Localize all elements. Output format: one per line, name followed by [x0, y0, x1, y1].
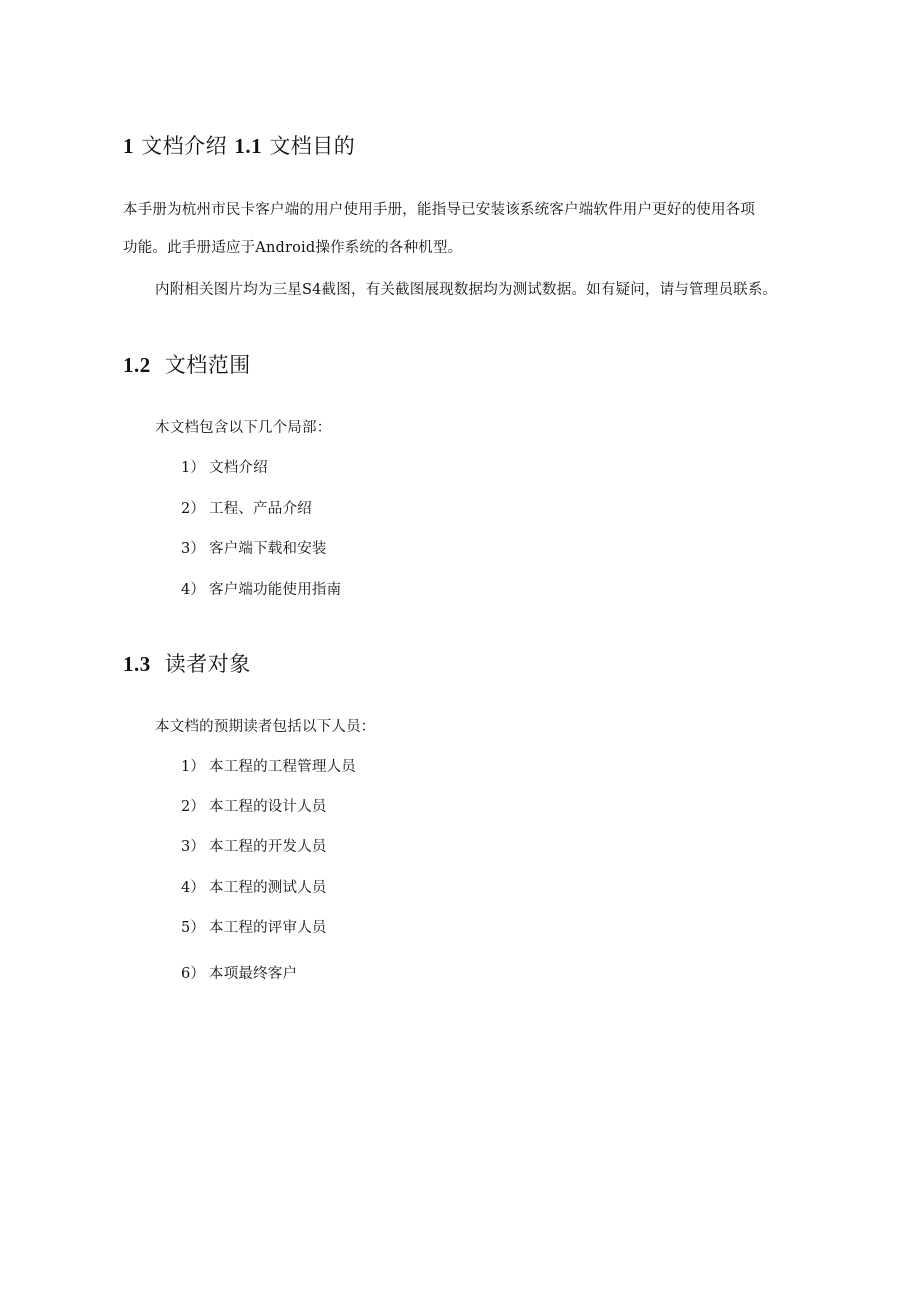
section-1-title: 文档介绍: [141, 134, 228, 158]
list-item: [181, 578, 341, 599]
list-item-text: 客户端下载和安装: [209, 541, 327, 557]
section-1-1-title: 文档目的: [269, 134, 356, 158]
list-item-text: 本工程的评审人员: [209, 920, 327, 936]
scope-intro: 木文档包含以下几个局部：: [155, 420, 332, 436]
section-1-3-title: 读者对象: [164, 652, 251, 676]
list-item: [181, 497, 312, 518]
section-1-number: 1: [123, 134, 134, 158]
list-item-number: 1）: [181, 759, 206, 775]
section-1-3-number: 1.3: [123, 652, 151, 676]
section-1-3-heading: [123, 648, 251, 678]
list-item: [181, 916, 327, 937]
section-1-2-title: 文档范围: [164, 353, 251, 377]
list-item-number: 4）: [181, 582, 206, 598]
paragraph-purpose-line-1: 本手册为杭州市民卡客户端的用户使用手册，能指导已安装该系统客户端软件用户更好的使用各项: [123, 202, 756, 218]
list-item: [181, 537, 327, 558]
list-item-text: 客户端功能使用指南: [209, 582, 342, 598]
section-1-heading: [123, 130, 355, 160]
list-item-number: 4）: [181, 880, 206, 896]
section-1-2-heading: [123, 349, 251, 379]
list-item-text: 本工程的测试人员: [209, 880, 327, 896]
list-item-number: 1）: [181, 460, 206, 476]
list-item-number: 3）: [181, 839, 206, 855]
paragraph-purpose-line-2: 功能。此手册适应于Android操作系统的各种机型。: [123, 240, 463, 256]
list-item-text: 文档介绍: [209, 460, 268, 476]
list-item-text: 工程、产品介绍: [209, 501, 312, 517]
audience-intro: 本文档的预期读者包括以下人员：: [155, 719, 376, 735]
paragraph-screenshot-note: 内附相关图片均为三星S4截图，有关截图展现数据均为测试数据。如有疑问，请与管理员联系。: [155, 282, 778, 298]
list-item: [181, 876, 327, 897]
list-item-text: 本工程的设计人员: [209, 799, 327, 815]
list-item-number: 5）: [181, 920, 206, 936]
list-item: [181, 835, 327, 856]
section-1-1-number: 1.1: [234, 134, 263, 158]
list-item: [181, 755, 356, 776]
list-item: [181, 456, 268, 477]
list-item-number: 2）: [181, 799, 206, 815]
list-item-text: 本项最终客户: [209, 966, 298, 982]
section-1-2-number: 1.2: [123, 353, 151, 377]
list-item: [181, 795, 327, 816]
list-item-text: 本工程的开发人员: [209, 839, 327, 855]
list-item-number: 6）: [181, 966, 206, 982]
list-item-text: 本工程的工程管理人员: [209, 759, 356, 775]
list-item-number: 2）: [181, 501, 206, 517]
list-item-number: 3）: [181, 541, 206, 557]
list-item: [181, 962, 297, 983]
